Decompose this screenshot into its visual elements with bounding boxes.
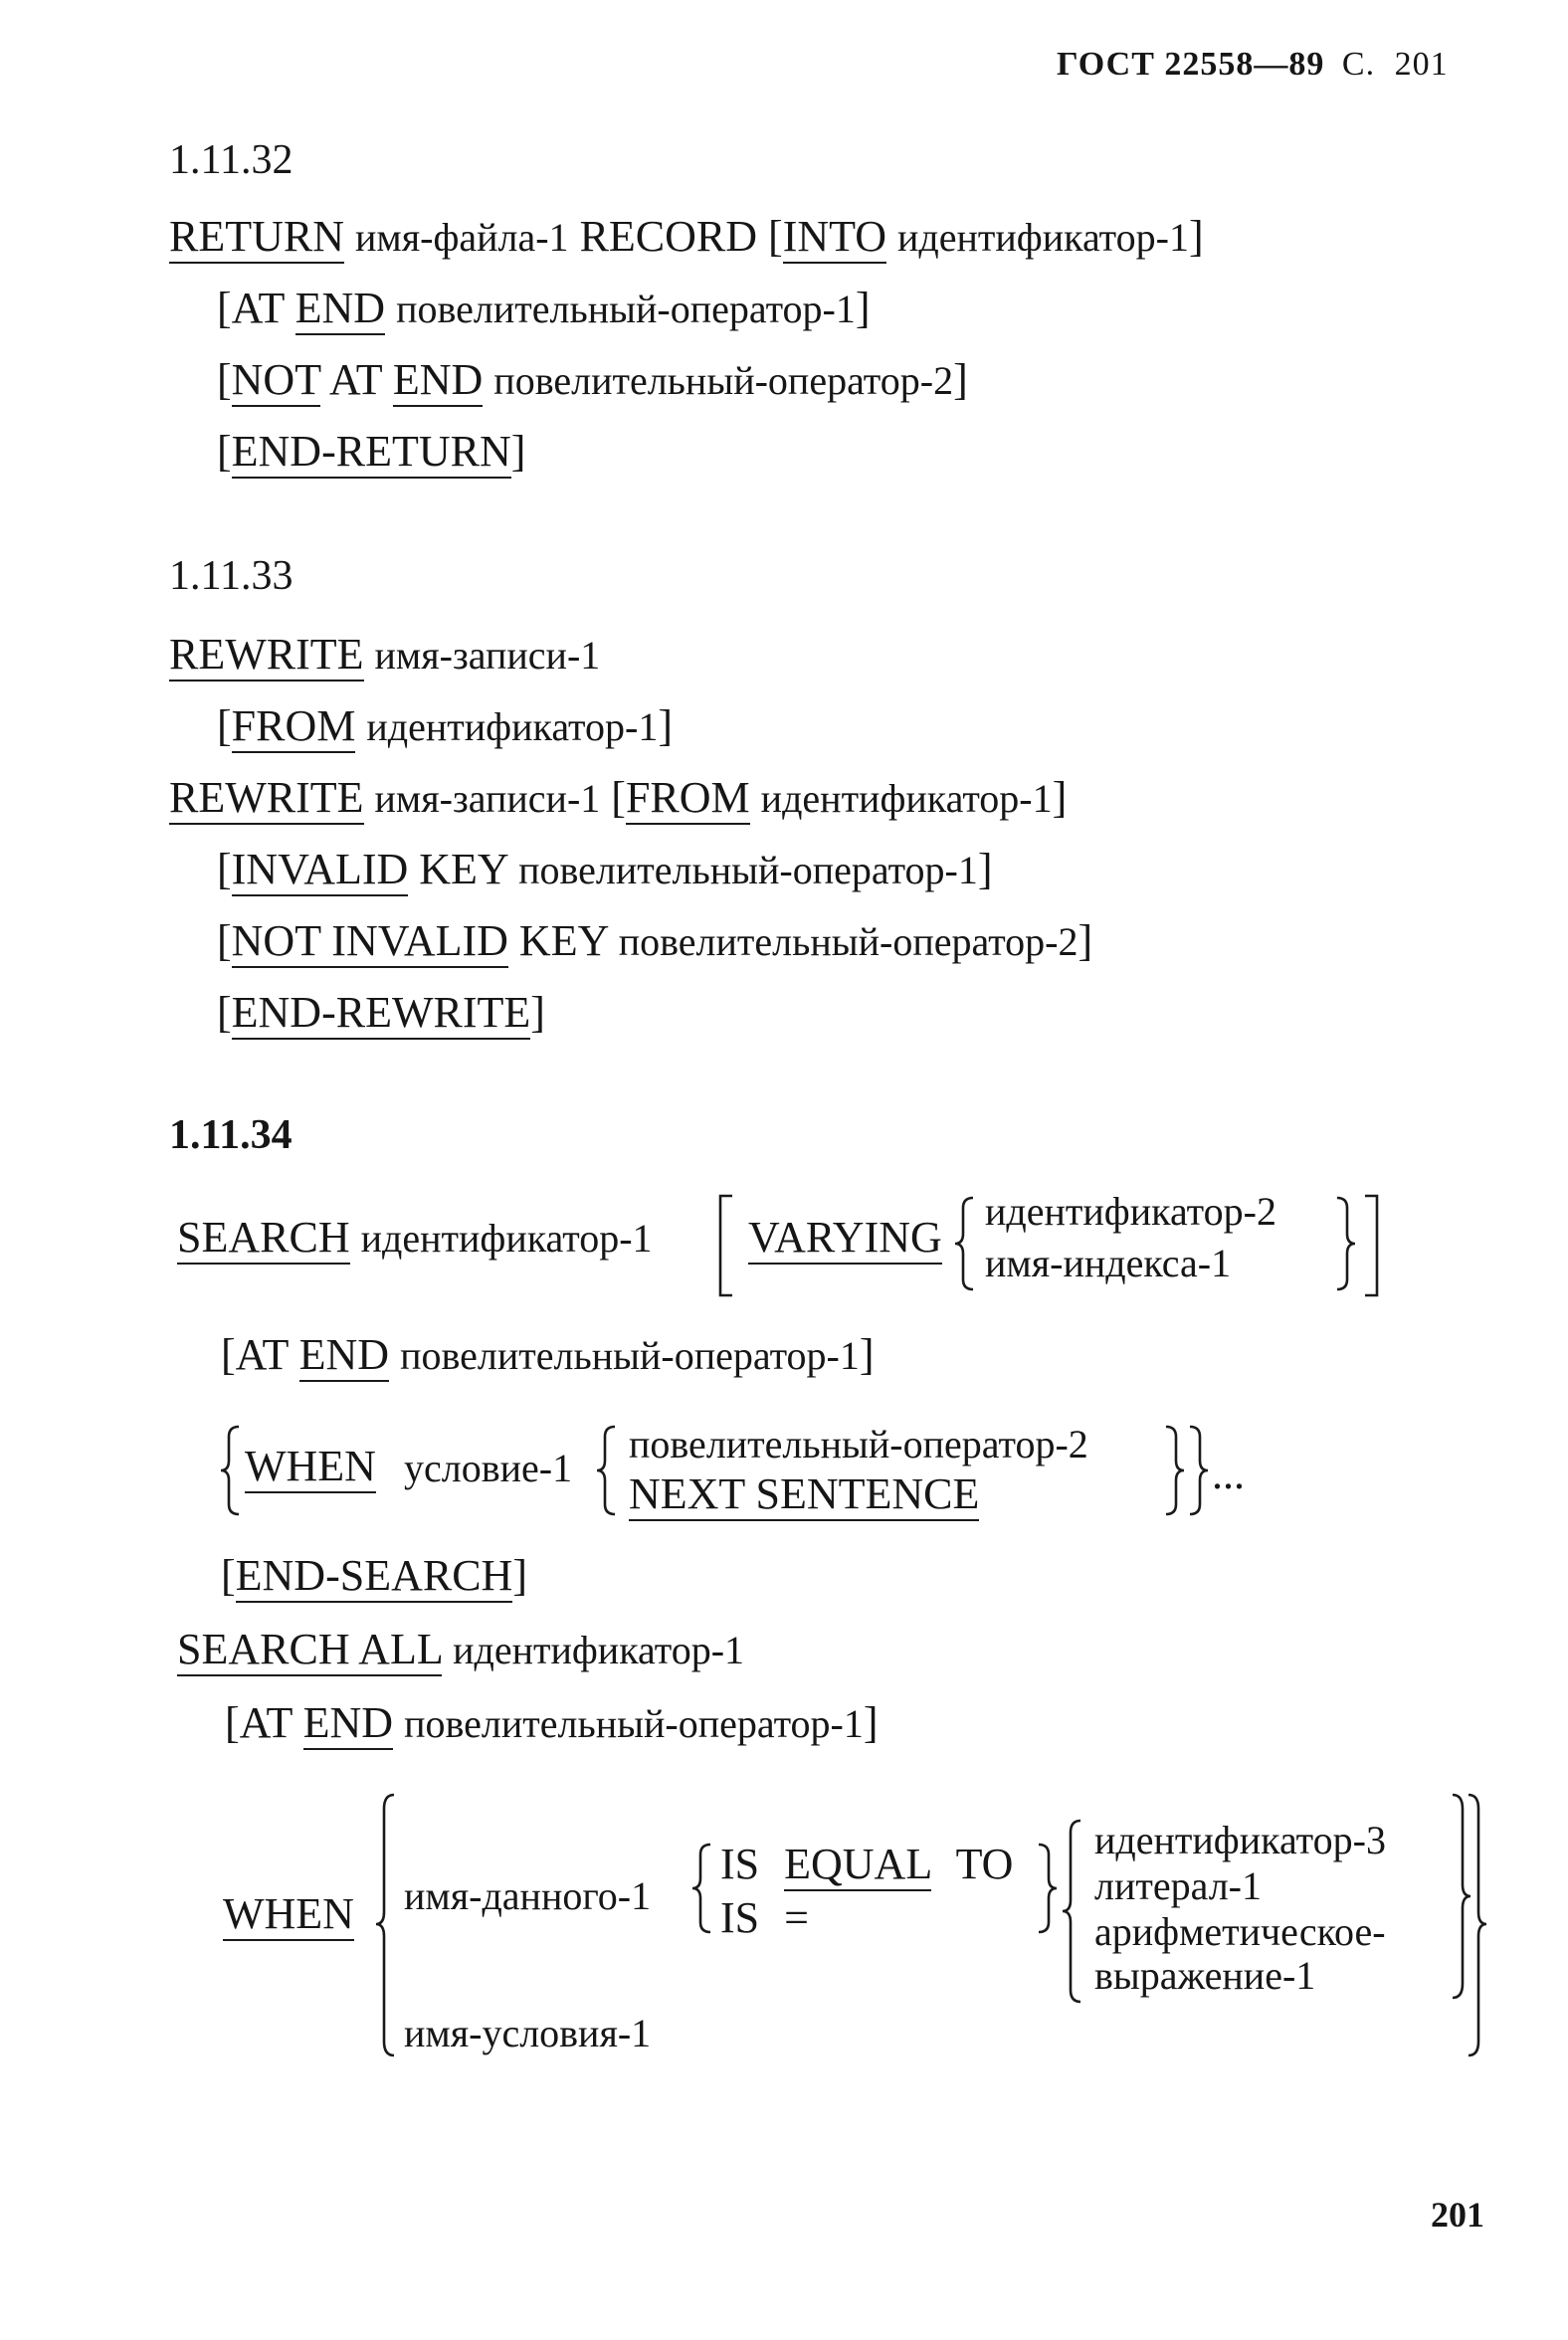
relation-is-equal-to — [720, 1840, 1014, 1888]
standard-number: ГОСТ 22558—89 — [1057, 46, 1325, 83]
keyword-is: IS — [720, 1840, 760, 1888]
keyword-rewrite: REWRITE — [169, 630, 364, 682]
keyword-end: END — [299, 1330, 389, 1382]
keyword-end: END — [393, 355, 483, 407]
section-number-1-11-32: 1.11.32 — [169, 137, 294, 183]
param-identifier-1: идентификатор-1 — [360, 1216, 653, 1261]
section-number-1-11-34: 1.11.34 — [169, 1112, 293, 1158]
rewrite-format1-line-2: [FROM идентификатор-1] — [217, 704, 673, 748]
relation-brace-right — [1035, 1841, 1059, 1936]
keyword-at: AT — [231, 284, 285, 332]
choice-identifier-2: идентификатор-2 — [985, 1189, 1276, 1234]
keyword-not-invalid: NOT INVALID — [232, 916, 508, 968]
search-end-line: [END-SEARCH] — [221, 1554, 527, 1598]
keyword-key: KEY — [518, 916, 608, 965]
keyword-at: AT — [235, 1330, 289, 1379]
return-syntax-line-1 — [169, 212, 1204, 261]
choice-imperative-2: повелительный-оператор-2 — [629, 1422, 1088, 1466]
param-record-name: имя-записи-1 — [374, 776, 601, 821]
relation-is-equals — [720, 1893, 809, 1942]
running-header — [1057, 48, 1449, 82]
search-keyword-line — [177, 1213, 653, 1262]
optional-bracket-left — [714, 1192, 738, 1299]
keyword-search: SEARCH — [177, 1213, 350, 1265]
keyword-into: INTO — [783, 212, 886, 264]
repeat-ellipsis: ... — [1212, 1450, 1245, 1498]
when-all-brace-right — [1465, 1791, 1490, 2059]
when-choice-brace-right — [1162, 1423, 1186, 1518]
bracket-close: ] — [1188, 212, 1204, 261]
param-data-name: имя-данного-1 — [404, 1873, 652, 1918]
param-imperative-1: повелительный-оператор-1 — [404, 1701, 864, 1746]
section-number-1-11-33: 1.11.33 — [169, 553, 294, 599]
optional-bracket-right — [1359, 1192, 1383, 1299]
keyword-at: AT — [328, 355, 382, 404]
when-brace-right — [1186, 1423, 1210, 1518]
return-syntax-line-3: [NOT AT END повелительный-оператор-2] — [217, 358, 968, 402]
keyword-at: AT — [239, 1698, 293, 1747]
when-choice-brace-left — [595, 1423, 619, 1518]
keyword-end-return: END-RETURN — [232, 427, 511, 479]
keyword-when-all: WHEN — [223, 1892, 354, 1936]
rewrite-format2-line-4: [END-REWRITE] — [217, 991, 545, 1035]
return-syntax-line-4: [END-RETURN] — [217, 430, 525, 474]
param-imperative-2: повелительный-оператор-2 — [493, 358, 954, 403]
keyword-not: NOT — [232, 355, 321, 407]
keyword-key: KEY — [419, 845, 508, 893]
keyword-return: RETURN — [169, 212, 344, 264]
param-filename: имя-файла-1 — [355, 215, 569, 260]
param-condition-name: имя-условия-1 — [404, 2011, 652, 2055]
keyword-rewrite: REWRITE — [169, 773, 364, 825]
choice-literal-1: литерал-1 — [1094, 1863, 1262, 1908]
choice-identifier-3: идентификатор-3 — [1094, 1818, 1386, 1862]
keyword-end-search: END-SEARCH — [236, 1551, 513, 1603]
param-condition-1: условие-1 — [404, 1446, 573, 1490]
return-syntax-line-2: [AT END повелительный-оператор-1] — [217, 287, 871, 330]
when-brace-left — [217, 1423, 243, 1518]
choice-next-sentence: NEXT SENTENCE — [629, 1472, 979, 1516]
when-all-brace-left — [372, 1791, 398, 2059]
rewrite-format1-line-1 — [169, 630, 601, 679]
keyword-invalid: INVALID — [232, 845, 409, 896]
choice-brace-left — [953, 1194, 977, 1293]
bracket-open: [ — [768, 212, 783, 261]
rewrite-format2-line-2: [INVALID KEY повелительный-оператор-1] — [217, 848, 993, 891]
param-record-name: имя-записи-1 — [374, 633, 601, 678]
search-at-end-line: [AT END повелительный-оператор-1] — [221, 1333, 875, 1377]
keyword-when: WHEN — [245, 1445, 376, 1488]
param-identifier-1: идентификатор-1 — [453, 1628, 745, 1672]
keyword-end-rewrite: END-REWRITE — [232, 988, 531, 1040]
relation-brace-left — [690, 1841, 714, 1936]
equals-sign: = — [784, 1893, 809, 1942]
param-imperative-1: повелительный-оператор-1 — [396, 287, 856, 331]
footer-page-number: 201 — [1431, 2195, 1484, 2235]
keyword-varying: VARYING — [748, 1216, 942, 1260]
choice-arithmetic-expr-1: арифметическое- — [1094, 1909, 1386, 1954]
search-all-line — [177, 1625, 745, 1673]
keyword-equal: EQUAL — [784, 1840, 930, 1891]
operand-brace-left — [1061, 1817, 1084, 2006]
header-page-number: 201 — [1394, 46, 1449, 83]
keyword-to: TO — [955, 1840, 1014, 1888]
rewrite-format2-line-1: REWRITE имя-записи-1 [FROM идентификатор-1] — [169, 776, 1067, 820]
rewrite-format2-line-3: [NOT INVALID KEY повелительный-оператор-2] — [217, 919, 1092, 963]
param-identifier-1: идентификатор-1 — [760, 776, 1053, 821]
keyword-end: END — [303, 1698, 393, 1750]
choice-index-name: имя-индекса-1 — [985, 1241, 1232, 1285]
keyword-from: FROM — [232, 701, 356, 753]
page-prefix: С. — [1341, 46, 1376, 83]
keyword-search-all: SEARCH ALL — [177, 1625, 442, 1676]
param-imperative-1: повелительный-оператор-1 — [518, 848, 978, 892]
search-all-at-end-line: [AT END повелительный-оператор-1] — [225, 1701, 879, 1745]
param-identifier-1: идентификатор-1 — [897, 215, 1189, 260]
choice-brace-right — [1333, 1194, 1357, 1293]
param-imperative-2: повелительный-оператор-2 — [618, 919, 1078, 964]
keyword-end: END — [295, 284, 385, 335]
param-imperative-1: повелительный-оператор-1 — [400, 1333, 860, 1378]
choice-arithmetic-expr-2: выражение-1 — [1094, 1953, 1316, 1998]
keyword-from: FROM — [626, 773, 750, 825]
keyword-record: RECORD — [579, 212, 758, 261]
keyword-is: IS — [720, 1893, 760, 1942]
param-identifier-1: идентификатор-1 — [366, 704, 659, 749]
